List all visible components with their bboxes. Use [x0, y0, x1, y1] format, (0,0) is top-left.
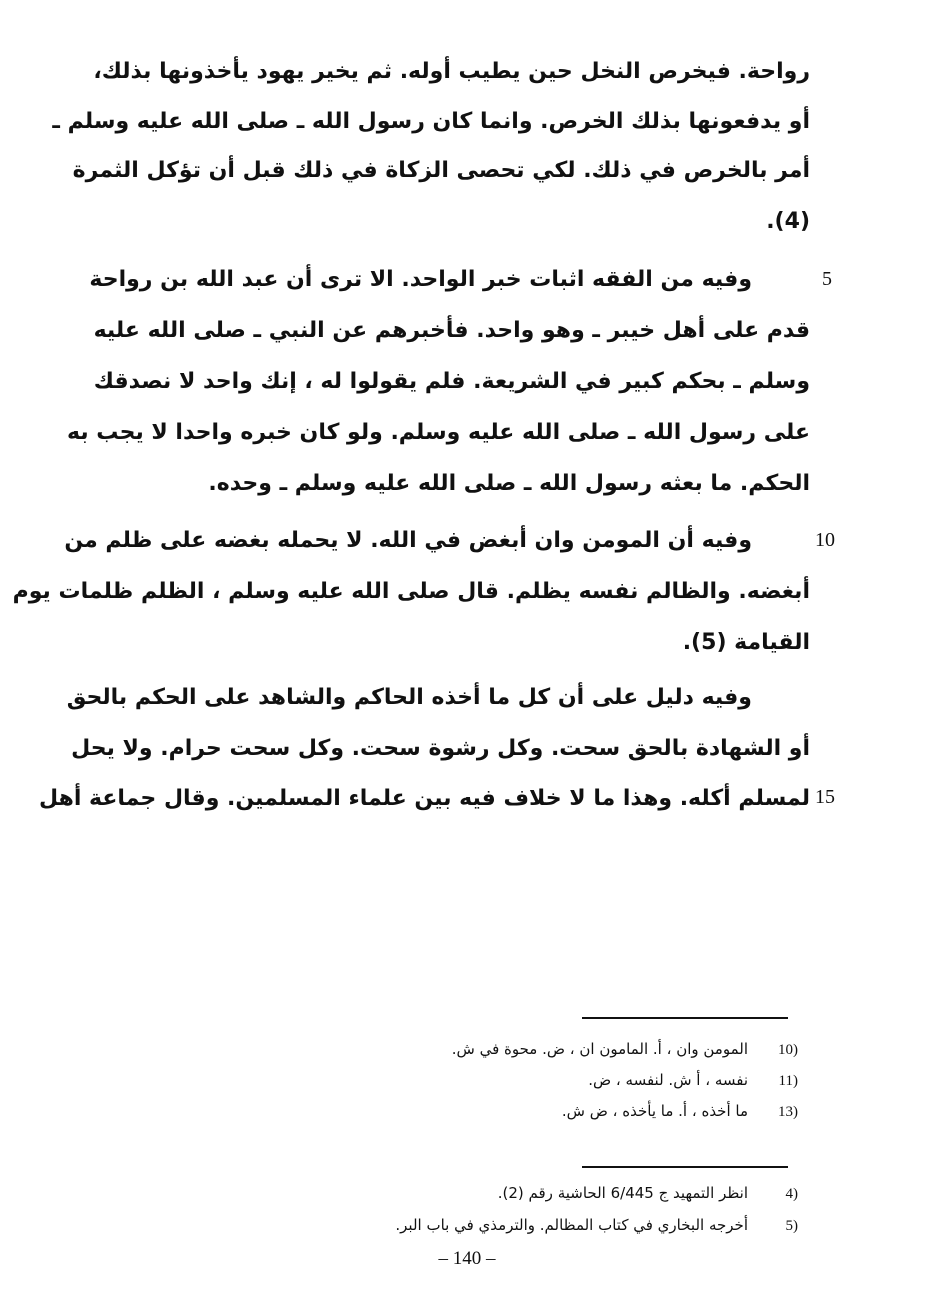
source-notes-divider: [582, 1166, 788, 1168]
line-number: 5: [822, 268, 832, 290]
text-line: على رسول الله ـ صلى الله عليه وسلم. ولو كان خبره واحدا لا يجب به: [67, 420, 810, 445]
main-text: [12, 46, 810, 826]
text-line: وفيه أن المومن وان أبغض في الله. لا يحمله بغضه على ظلم من: [64, 528, 752, 553]
text-line: وفيه من الفقه اثبات خبر الواحد. الا ترى أن عبد الله بن رواحة: [89, 267, 752, 292]
text-line: رواحة. فيخرص النخل حين يطيب أوله. ثم يخير يهود يأخذونها بذلك،: [93, 59, 810, 84]
line-number: 10: [815, 529, 835, 551]
source-note: [498, 1178, 798, 1208]
note-number: 10): [778, 1042, 798, 1058]
text-line: أو يدفعونها بذلك الخرص. وانما كان رسول الله ـ صلى الله عليه وسلم ـ: [52, 109, 810, 134]
note-text: أخرجه البخاري في كتاب المظالم. والترمذي في باب البر.: [395, 1216, 748, 1234]
variant-note: [562, 1096, 798, 1126]
text-line: أمر بالخرص في ذلك. لكي تحصى الزكاة في ذلك قبل أن تؤكل الثمرة: [72, 158, 810, 183]
text-line: أو الشهادة بالحق سحت. وكل رشوة سحت. وكل سحت حرام. ولا يحل: [71, 736, 810, 761]
variant-notes: [380, 1034, 798, 1134]
text-line: (4).: [766, 209, 810, 234]
variant-note: [588, 1065, 798, 1095]
note-number: 13): [778, 1104, 798, 1120]
source-note: [395, 1210, 798, 1240]
variant-note: [452, 1034, 798, 1064]
note-number: 5): [785, 1218, 798, 1234]
note-text: انظر التمهيد ج 6/445 الحاشية رقم (2).: [497, 1184, 748, 1202]
page-number: – 140 –: [438, 1248, 496, 1269]
text-line: وسلم ـ بحكم كبير في الشريعة. فلم يقولوا له ، إنك واحد لا نصدقك: [93, 369, 810, 394]
note-number: 4): [785, 1186, 798, 1202]
variant-notes-divider: [582, 1017, 788, 1019]
note-text: نفسه ، أ ش. لنفسه ، ض.: [588, 1071, 748, 1089]
note-text: ما أخذه ، أ. ما يأخذه ، ض ش.: [561, 1102, 748, 1120]
text-line: قدم على أهل خيبر ـ وهو واحد. فأخبرهم عن النبي ـ صلى الله عليه: [93, 318, 810, 343]
text-line: الحكم. ما بعثه رسول الله ـ صلى الله عليه وسلم ـ وحده.: [208, 471, 810, 496]
text-line: لمسلم أكله. وهذا ما لا خلاف فيه بين علماء المسلمين. وقال جماعة أهل: [38, 786, 810, 811]
text-line: القيامة (5).: [682, 630, 810, 655]
note-number: 11): [778, 1073, 798, 1089]
line-number: 15: [815, 786, 835, 808]
text-line: أبغضه. والظالم نفسه يظلم. قال صلى الله عليه وسلم ، الظلم ظلمات يوم: [12, 579, 810, 604]
text-line: وفيه دليل على أن كل ما أخذه الحاكم والشاهد على الحكم بالحق: [66, 685, 752, 710]
note-text: المومن وان ، أ. المامون ان ، ض. محوة في ش.: [451, 1040, 748, 1058]
source-notes: [250, 1178, 798, 1248]
